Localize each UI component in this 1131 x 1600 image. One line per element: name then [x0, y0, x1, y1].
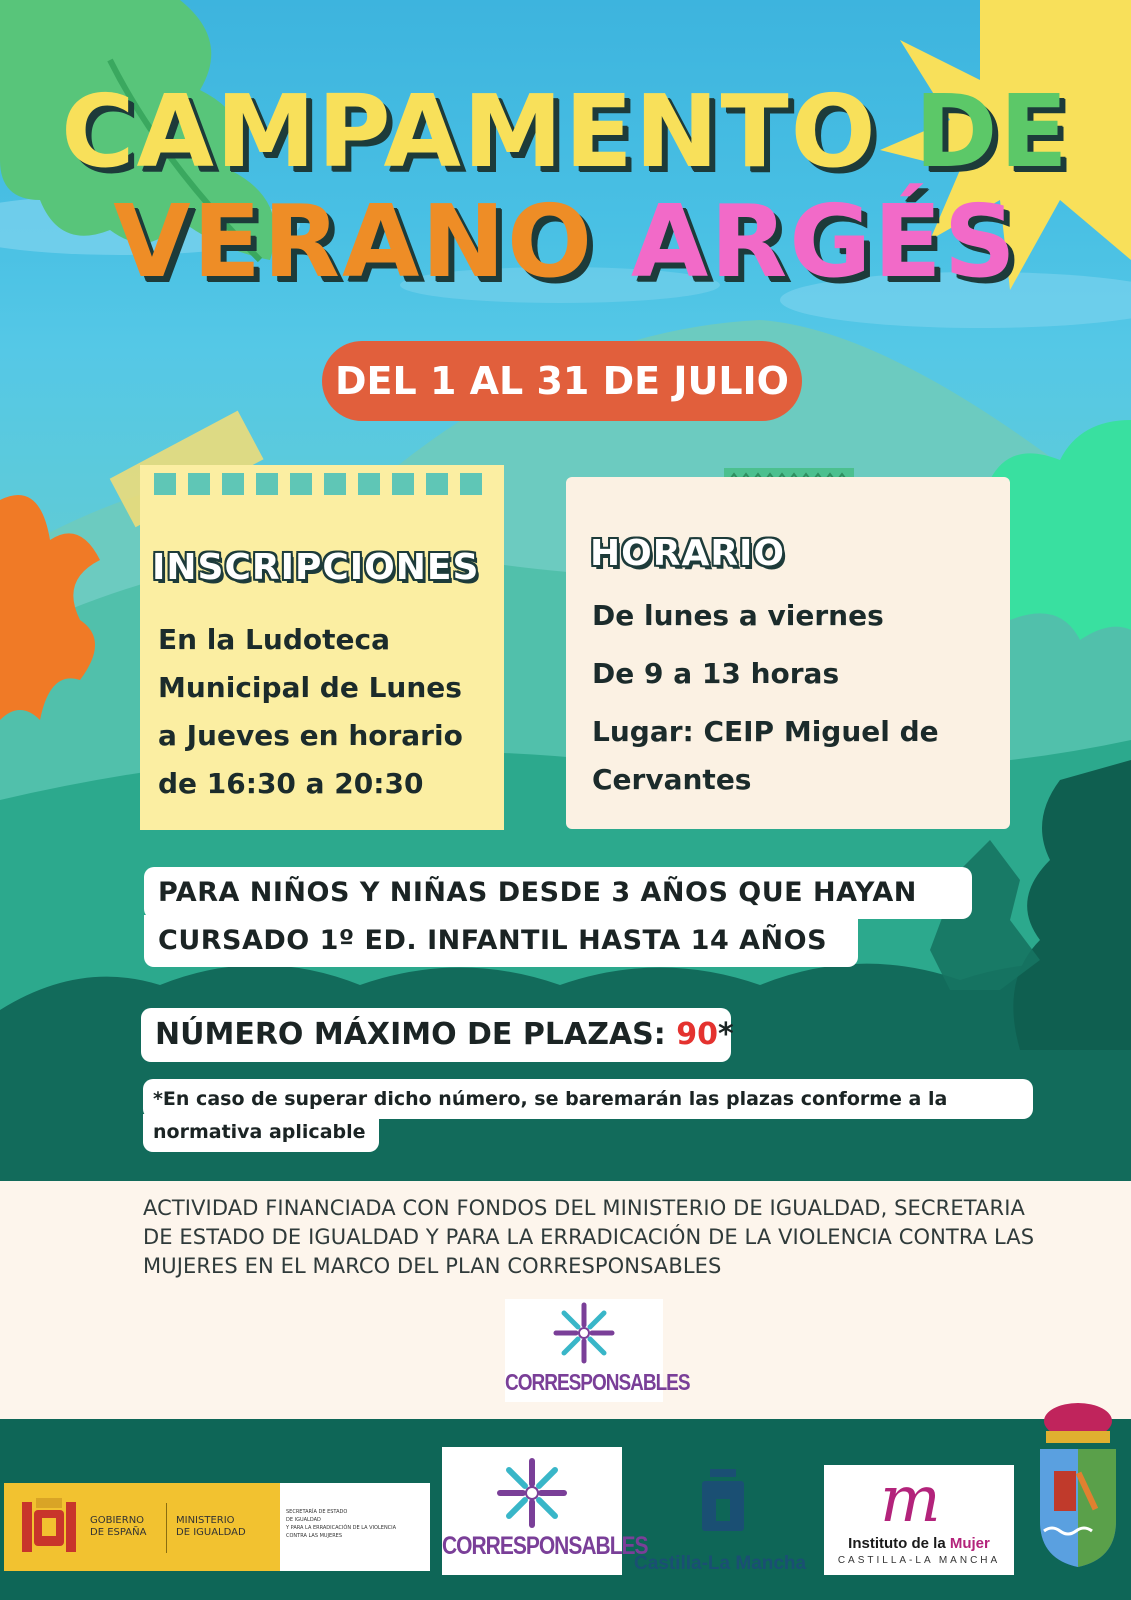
arges-coat-of-arms-icon [1028, 1391, 1128, 1572]
secretaria-line-1: SECRETARÍA DE ESTADO [286, 1509, 348, 1515]
title-word-campamento: CAMPAMENTO [61, 73, 878, 190]
ministerio-line-1: MINISTERIO [176, 1515, 235, 1526]
inscripciones-line-4: de 16:30 a 20:30 [158, 767, 424, 800]
inscripciones-line-2: Municipal de Lunes [158, 671, 462, 704]
corresponsables-logo [505, 1299, 690, 1402]
inscripciones-line-1: En la Ludoteca [158, 623, 390, 656]
title-line-2 [0, 183, 1131, 300]
horario-line-2: De 9 a 13 horas [592, 657, 840, 690]
funding-line-2: DE ESTADO DE IGUALDAD Y PARA LA ERRADICACIÓN DE LA VIOLENCIA CONTRA LAS [143, 1225, 1035, 1249]
horario-line-3: Lugar: CEIP Miguel de [592, 715, 939, 748]
gobierno-line-2: DE ESPAÑA [90, 1527, 147, 1538]
instituto-m-icon: m [880, 1463, 941, 1537]
instituto-sub: CASTILLA-LA MANCHA [837, 1555, 1001, 1566]
instituto-mujer-word: Mujer [949, 1535, 990, 1552]
footer-logos [0, 1419, 1131, 1600]
secretaria-line-3: Y PARA LA ERRADICACIÓN DE LA VIOLENCIA [286, 1525, 397, 1531]
plazas-number: 90 [676, 1017, 718, 1052]
secretaria-line-2: DE IGUALDAD [286, 1517, 321, 1523]
funding-line-1: ACTIVIDAD FINANCIADA CON FONDOS DEL MINISTERIO DE IGUALDAD, SECRETARIA [143, 1196, 1025, 1220]
horario-heading: HORARIO [590, 533, 786, 574]
gobierno-divider [166, 1503, 167, 1553]
plazas-label: NÚMERO MÁXIMO DE PLAZAS: [155, 1017, 677, 1052]
inscripciones-line-3: a Jueves en horario [158, 719, 463, 752]
instituto-mujer-logo [824, 1465, 1014, 1575]
secretaria-line-4: CONTRA LAS MUJERES [286, 1533, 343, 1539]
castilla-la-mancha-icon [698, 1469, 748, 1539]
funding-line-3: MUJERES EN EL MARCO DEL PLAN CORRESPONSABLES [143, 1254, 722, 1278]
horario-line-4: Cervantes [592, 763, 752, 796]
footer-corresponsables-flower-icon [442, 1451, 622, 1531]
note-perforation [140, 469, 504, 499]
corresponsables-logo-text: CORRESPONSABLES [505, 1370, 690, 1396]
spain-coat-of-arms-icon [14, 1492, 84, 1562]
secretaria-box [280, 1483, 430, 1571]
title-word-verano: VERANO [113, 183, 595, 300]
footnote-line-1: *En caso de superar dicho número, se baremarán las plazas conforme a la [143, 1079, 1033, 1119]
gobierno-line-1: GOBIERNO [90, 1515, 145, 1526]
footer-corresponsables-logo [442, 1447, 648, 1575]
horario-line-1: De lunes a viernes [592, 599, 884, 632]
instituto-title [824, 1535, 1014, 1552]
audience-line-1: PARA NIÑOS Y NIÑAS DESDE 3 AÑOS QUE HAYAN [144, 867, 972, 919]
corresponsables-flower-icon [505, 1299, 663, 1369]
title-line-1 [0, 73, 1131, 190]
footnote-line-2: normativa aplicable [143, 1114, 379, 1152]
instituto-prefix: Instituto de la [848, 1535, 950, 1552]
castilla-la-mancha-text: Castilla-La Mancha [634, 1553, 807, 1574]
inscripciones-heading: INSCRIPCIONES [152, 547, 480, 588]
horario-card [566, 477, 1010, 829]
title-word-de: DE [914, 73, 1070, 190]
plazas-band [141, 1008, 734, 1062]
inscripciones-card [140, 465, 504, 830]
footer-corresponsables-text: CORRESPONSABLES [442, 1532, 648, 1561]
ministerio-line-2: DE IGUALDAD [176, 1527, 246, 1538]
date-badge: DEL 1 AL 31 DE JULIO [322, 341, 802, 421]
funding-section [0, 1181, 1131, 1419]
gobierno-logo [4, 1483, 430, 1571]
audience-line-2: CURSADO 1º ED. INFANTIL HASTA 14 AÑOS [144, 915, 858, 967]
plazas-asterisk: * [717, 1017, 734, 1052]
title-word-arges: ARGÉS [630, 183, 1018, 300]
